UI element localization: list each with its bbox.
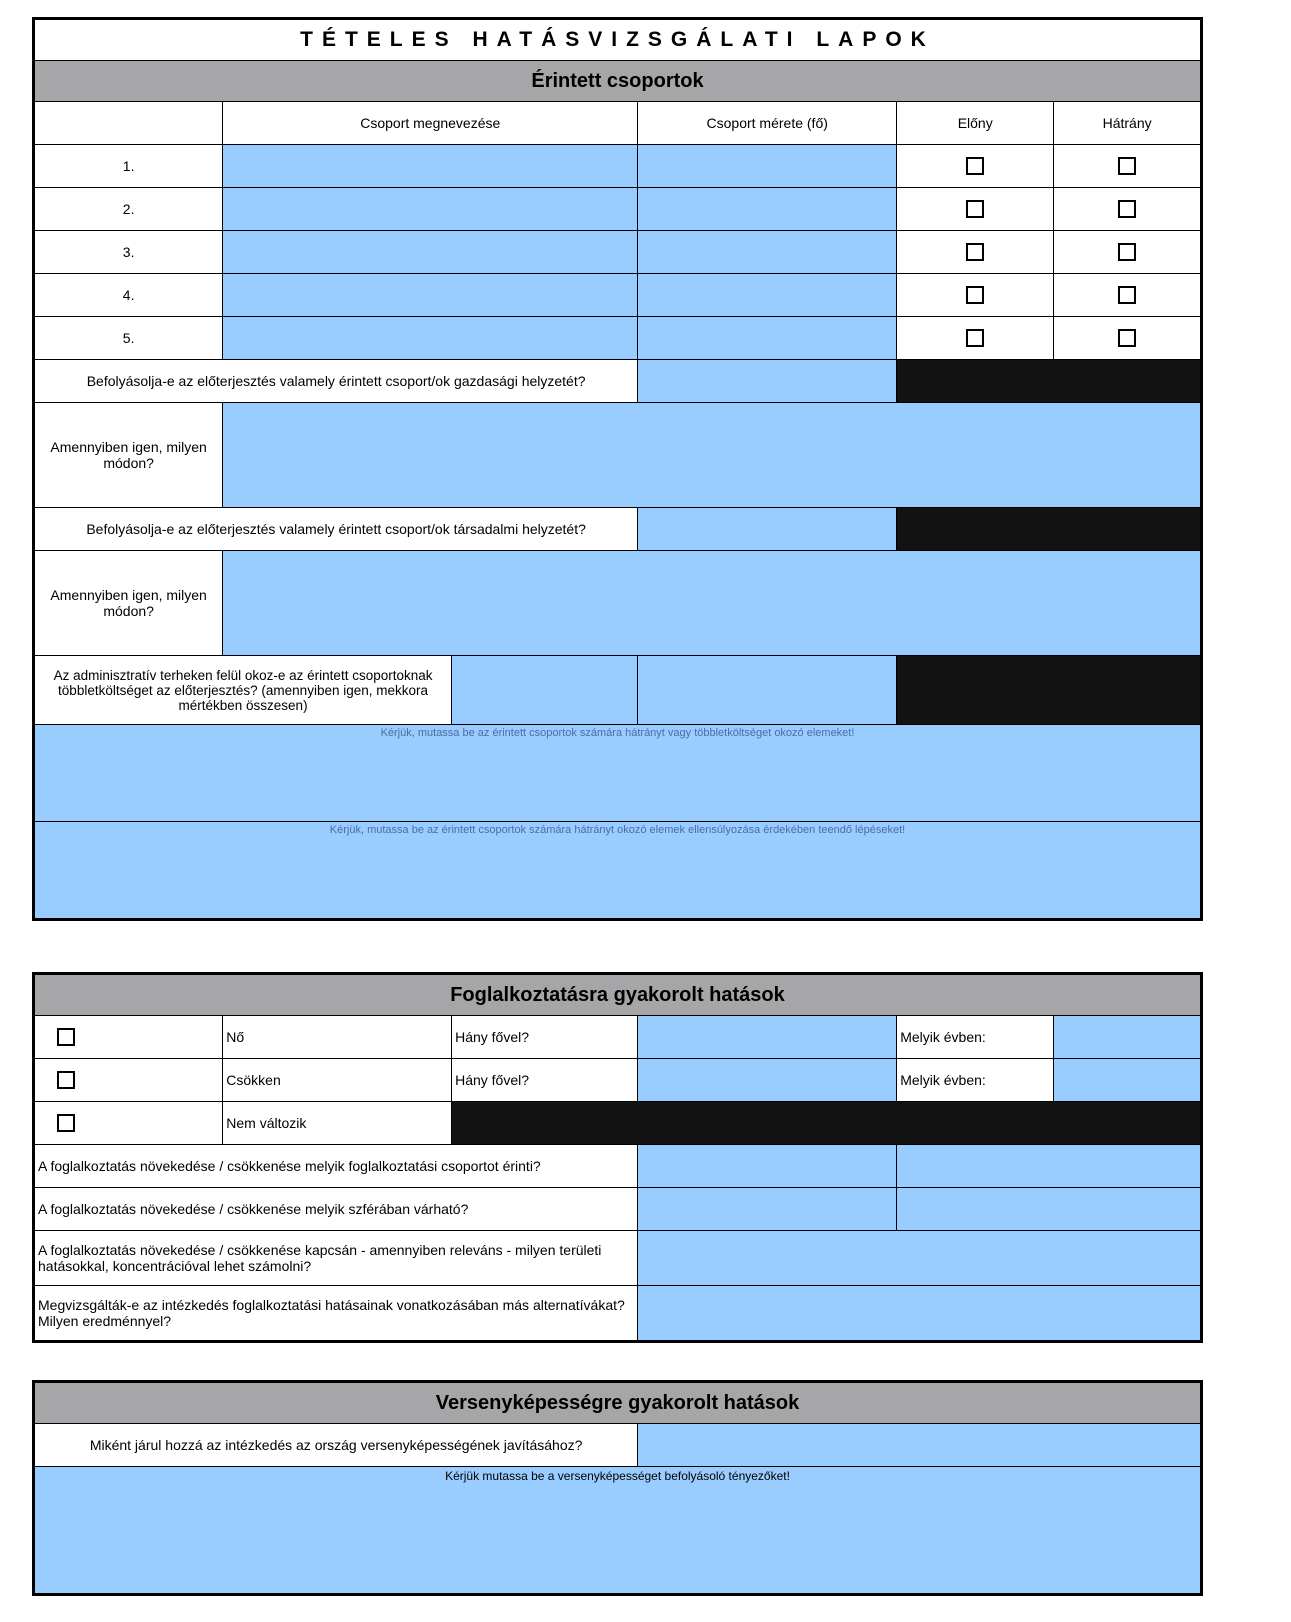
competitiveness-table	[32, 1380, 1203, 1596]
increase-year-label: Melyik évben:	[897, 1016, 1054, 1059]
economic-how-label: Amennyiben igen, milyen módon?	[34, 403, 223, 508]
compensation-steps-hint: Kérjük, mutassa be az érintett csoportok számára hátrányt okozó elemek ellensúlyozása érdekében teendő lépéseket!	[329, 824, 906, 836]
group-name-input[interactable]	[223, 231, 638, 274]
increase-year-input[interactable]	[1054, 1016, 1202, 1059]
employment-regional-input[interactable]	[638, 1231, 1202, 1286]
empty-corner-cell	[34, 102, 223, 145]
group-size-column-header: Csoport mérete (fő)	[638, 102, 897, 145]
affected-groups-table	[32, 17, 1203, 921]
group-size-input[interactable]	[638, 274, 897, 317]
competitiveness-question: Miként járul hozzá az intézkedés az ország versenyképességének javításához?	[34, 1424, 638, 1467]
additional-cost-question: Az adminisztratív terheken felül okoz-e az érintett csoportoknak többletköltséget az előterjesztés? (amennyiben igen, mekkora mértékben összesen)	[34, 656, 452, 725]
employment-group-detail-input[interactable]	[897, 1145, 1202, 1188]
increase-checkbox-cell	[34, 1016, 223, 1059]
employment-header: Foglalkoztatásra gyakorolt hatások	[34, 974, 1202, 1016]
group-row-number: 3.	[34, 231, 223, 274]
disadvantage-checkbox-cell	[1054, 145, 1202, 188]
competitiveness-header: Versenyképességre gyakorolt hatások	[34, 1382, 1202, 1424]
employment-sphere-question: A foglalkoztatás növekedése / csökkenése melyik szférában várható?	[34, 1188, 638, 1231]
group-row-number: 4.	[34, 274, 223, 317]
nochange-label: Nem változik	[223, 1102, 452, 1145]
disadvantage-checkbox[interactable]	[1118, 243, 1136, 261]
advantage-checkbox-cell	[897, 274, 1054, 317]
social-impact-answer-input[interactable]	[638, 508, 897, 551]
decrease-checkbox[interactable]	[57, 1071, 75, 1089]
group-row-number: 2.	[34, 188, 223, 231]
disadvantage-elements-textarea[interactable]	[34, 725, 1202, 822]
disadvantage-checkbox[interactable]	[1118, 329, 1136, 347]
group-size-input[interactable]	[638, 145, 897, 188]
economic-impact-question: Befolyásolja-e az előterjesztés valamely érintett csoport/ok gazdasági helyzetét?	[34, 360, 638, 403]
affected-groups-header: Érintett csoportok	[34, 61, 1202, 102]
increase-checkbox[interactable]	[57, 1028, 75, 1046]
compensation-steps-textarea[interactable]	[34, 822, 1202, 920]
nochange-checkbox-cell	[34, 1102, 223, 1145]
group-row	[34, 145, 1202, 188]
disabled-cell	[897, 360, 1202, 403]
additional-cost-amount-input[interactable]	[638, 656, 897, 725]
group-row	[34, 317, 1202, 360]
group-name-input[interactable]	[223, 145, 638, 188]
social-how-input[interactable]	[223, 551, 1202, 656]
affected-groups-section	[32, 17, 1203, 921]
advantage-checkbox[interactable]	[966, 243, 984, 261]
decrease-label: Csökken	[223, 1059, 452, 1102]
employment-regional-question: A foglalkoztatás növekedése / csökkenése kapcsán - amennyiben releváns - milyen területi hatásokkal, koncentrációval lehet számolni?	[34, 1231, 638, 1286]
disadvantage-checkbox-cell	[1054, 274, 1202, 317]
disadvantage-checkbox-cell	[1054, 188, 1202, 231]
document-title: TÉTELES HATÁSVIZSGÁLATI LAPOK	[34, 19, 1202, 61]
employment-sphere-input[interactable]	[638, 1188, 897, 1231]
decrease-checkbox-cell	[34, 1059, 223, 1102]
increase-how-many-input[interactable]	[638, 1016, 897, 1059]
disadvantage-checkbox-cell	[1054, 231, 1202, 274]
advantage-checkbox[interactable]	[966, 157, 984, 175]
employment-section	[32, 972, 1203, 1343]
advantage-checkbox[interactable]	[966, 200, 984, 218]
decrease-year-label: Melyik évben:	[897, 1059, 1054, 1102]
employment-group-question: A foglalkoztatás növekedése / csökkenése melyik foglalkoztatási csoportot érinti?	[34, 1145, 638, 1188]
group-row-number: 1.	[34, 145, 223, 188]
competitiveness-answer-input[interactable]	[638, 1424, 1202, 1467]
employment-group-input[interactable]	[638, 1145, 897, 1188]
employment-sphere-detail-input[interactable]	[897, 1188, 1202, 1231]
social-how-label: Amennyiben igen, milyen módon?	[34, 551, 223, 656]
disabled-cell	[897, 656, 1202, 725]
group-row	[34, 231, 1202, 274]
competitiveness-section	[32, 1380, 1203, 1596]
disabled-cell	[452, 1102, 1202, 1145]
decrease-how-many-input[interactable]	[638, 1059, 897, 1102]
disadvantage-checkbox[interactable]	[1118, 157, 1136, 175]
disabled-cell	[897, 508, 1202, 551]
competitiveness-factors-textarea[interactable]	[34, 1467, 1202, 1595]
group-name-input[interactable]	[223, 317, 638, 360]
decrease-how-many-label: Hány fővel?	[452, 1059, 638, 1102]
advantage-checkbox-cell	[897, 317, 1054, 360]
group-name-column-header: Csoport megnevezése	[223, 102, 638, 145]
advantage-checkbox-cell	[897, 188, 1054, 231]
disadvantage-checkbox-cell	[1054, 317, 1202, 360]
nochange-checkbox[interactable]	[57, 1114, 75, 1132]
group-row	[34, 188, 1202, 231]
group-size-input[interactable]	[638, 317, 897, 360]
disadvantage-checkbox[interactable]	[1118, 200, 1136, 218]
advantage-checkbox[interactable]	[966, 329, 984, 347]
competitiveness-factors-hint: Kérjük mutassa be a versenyképességet befolyásoló tényezőket!	[445, 1469, 790, 1483]
additional-cost-answer-input[interactable]	[452, 656, 638, 725]
group-size-input[interactable]	[638, 188, 897, 231]
group-row-number: 5.	[34, 317, 223, 360]
increase-how-many-label: Hány fővel?	[452, 1016, 638, 1059]
advantage-checkbox[interactable]	[966, 286, 984, 304]
group-name-input[interactable]	[223, 188, 638, 231]
employment-table	[32, 972, 1203, 1343]
advantage-checkbox-cell	[897, 231, 1054, 274]
advantage-checkbox-cell	[897, 145, 1054, 188]
decrease-year-input[interactable]	[1054, 1059, 1202, 1102]
disadvantage-column-header: Hátrány	[1054, 102, 1202, 145]
disadvantage-elements-hint: Kérjük, mutassa be az érintett csoportok számára hátrányt vagy többletköltséget okozó elemeket!	[380, 727, 855, 739]
disadvantage-checkbox[interactable]	[1118, 286, 1136, 304]
group-row	[34, 274, 1202, 317]
economic-how-input[interactable]	[223, 403, 1202, 508]
employment-alternatives-question: Megvizsgálták-e az intézkedés foglalkoztatási hatásainak vonatkozásában más alternatívákat? Milyen eredménnyel?	[34, 1286, 638, 1342]
advantage-column-header: Előny	[897, 102, 1054, 145]
group-name-input[interactable]	[223, 274, 638, 317]
group-size-input[interactable]	[638, 231, 897, 274]
economic-impact-answer-input[interactable]	[638, 360, 897, 403]
increase-label: Nő	[223, 1016, 452, 1059]
social-impact-question: Befolyásolja-e az előterjesztés valamely érintett csoport/ok társadalmi helyzetét?	[34, 508, 638, 551]
employment-alternatives-input[interactable]	[638, 1286, 1202, 1342]
